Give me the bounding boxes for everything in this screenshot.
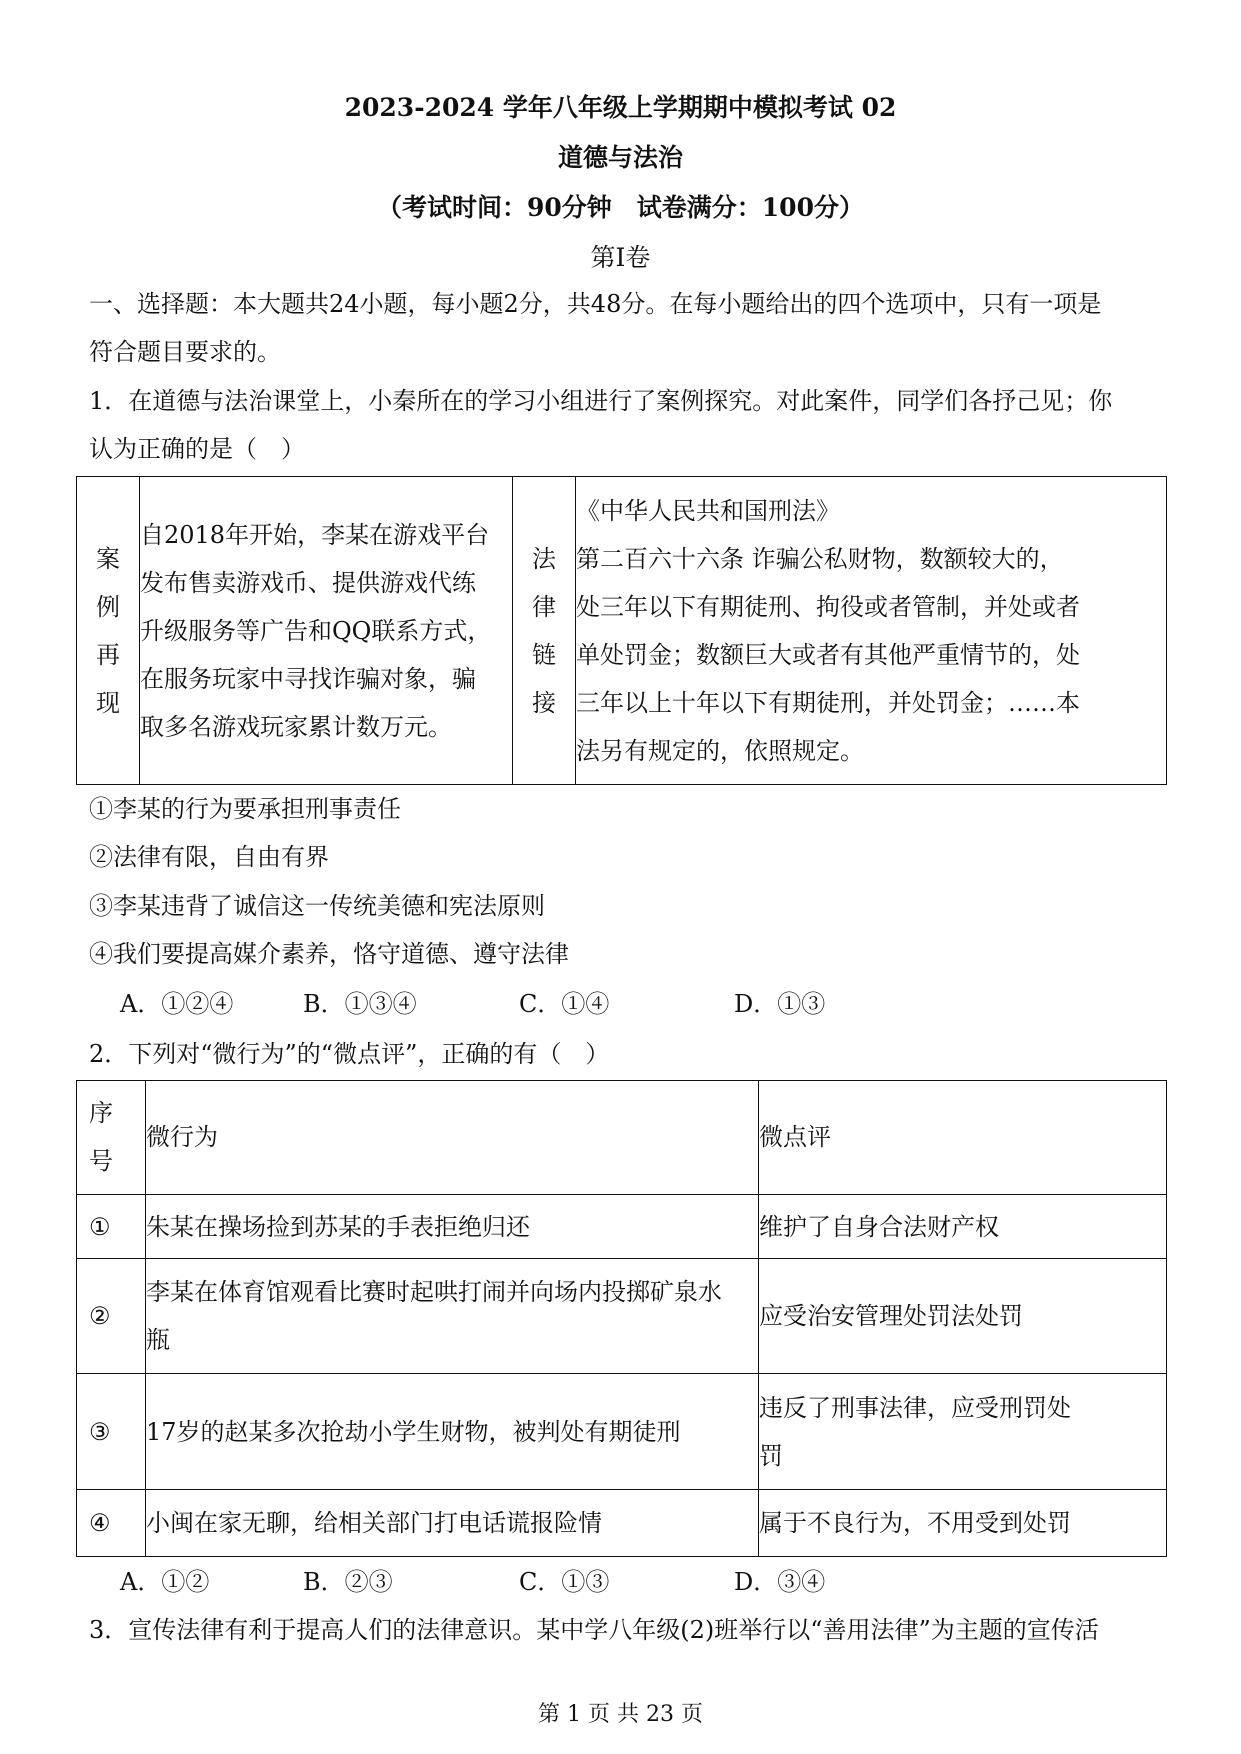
statement-3: ③李某违背了诚信这一传统美德和宪法原则 bbox=[89, 892, 545, 920]
volume-label: 第Ⅰ卷 bbox=[590, 243, 651, 272]
law-text-line: 单处罚金；数额巨大或者有其他严重情节的，处 bbox=[576, 640, 1080, 669]
question-1-stem: 1．在道德与法治课堂上，小秦所在的学习小组进行了案例探究。对此案件，同学们各抒己见；你 bbox=[89, 387, 1113, 415]
case-label-char: 例 bbox=[96, 592, 120, 621]
case-text-line: 升级服务等广告和QQ联系方式， bbox=[140, 616, 492, 645]
law-text-cell bbox=[576, 477, 1167, 785]
question-2-stem: 2．下列对“微行为”的“微点评”，正确的有（ ） bbox=[89, 1040, 610, 1068]
header-seq-char: 号 bbox=[89, 1147, 113, 1176]
row-seq: ③ bbox=[77, 1374, 146, 1490]
subject-title: 道德与法治 bbox=[557, 143, 683, 172]
option-c[interactable]: C．①③ bbox=[519, 1568, 610, 1596]
behavior-line: 李某在体育馆观看比赛时起哄打闹并向场内投掷矿泉水 bbox=[146, 1278, 722, 1307]
law-text-line: 三年以上十年以下有期徒刑，并处罚金；……本 bbox=[576, 688, 1080, 717]
case-label-char: 案 bbox=[96, 544, 120, 573]
option-d[interactable]: D．③④ bbox=[734, 1568, 826, 1596]
row-seq: ④ bbox=[77, 1490, 146, 1557]
comment-line: 维护了自身合法财产权 bbox=[759, 1212, 999, 1241]
exam-title: 2023-2024 学年八年级上学期期中模拟考试 02 bbox=[344, 93, 897, 122]
table-row bbox=[77, 1490, 1167, 1557]
law-text-line: 处三年以下有期徒刑、拘役或者管制，并处或者 bbox=[576, 592, 1080, 621]
header-behavior: 微行为 bbox=[146, 1081, 759, 1195]
comment-line: 罚 bbox=[759, 1441, 783, 1470]
row-comment bbox=[759, 1374, 1167, 1490]
question-3-stem: 3．宣传法律有利于提高人们的法律意识。某中学八年级(2)班举行以“善用法律”为主题的宣传活 bbox=[89, 1616, 1099, 1644]
statement-1: ①李某的行为要承担刑事责任 bbox=[89, 795, 401, 823]
statement-2: ②法律有限，自由有界 bbox=[89, 843, 329, 871]
case-label-char: 现 bbox=[96, 688, 120, 717]
behavior-line: 17岁的赵某多次抢劫小学生财物，被判处有期徒刑 bbox=[146, 1417, 681, 1446]
case-text-line: 取多名游戏玩家累计数万元。 bbox=[140, 712, 452, 741]
case-label-cell bbox=[77, 477, 140, 785]
row-comment bbox=[759, 1490, 1167, 1557]
row-seq: ① bbox=[77, 1194, 146, 1259]
table-header-row bbox=[77, 1081, 1167, 1195]
question-1-stem-cont: 认为正确的是（ ） bbox=[89, 435, 305, 463]
table-row bbox=[77, 1259, 1167, 1374]
row-behavior bbox=[146, 1259, 759, 1374]
statement-4: ④我们要提高媒介素养，恪守道德、遵守法律 bbox=[89, 940, 569, 968]
case-text-cell bbox=[140, 477, 513, 785]
law-label-char: 律 bbox=[532, 592, 556, 621]
law-label-char: 链 bbox=[532, 640, 556, 669]
comment-line: 违反了刑事法律，应受刑罚处 bbox=[759, 1393, 1071, 1422]
comment-line: 应受治安管理处罚法处罚 bbox=[759, 1302, 1023, 1331]
exam-meta: （考试时间：90分钟 试卷满分：100分） bbox=[377, 193, 864, 222]
case-text-line: 自2018年开始，李某在游戏平台 bbox=[140, 520, 490, 549]
case-table bbox=[76, 476, 1167, 785]
behavior-line: 小闽在家无聊，给相关部门打电话谎报险情 bbox=[146, 1509, 602, 1538]
option-a[interactable]: A．①②④ bbox=[120, 990, 234, 1018]
option-d[interactable]: D．①③ bbox=[734, 990, 826, 1018]
row-behavior bbox=[146, 1194, 759, 1259]
law-label-char: 接 bbox=[532, 688, 556, 717]
comment-line: 属于不良行为，不用受到处罚 bbox=[759, 1509, 1071, 1538]
section-instruction: 一、选择题：本大题共24小题，每小题2分，共48分。在每小题给出的四个选项中，只有一项是 bbox=[89, 290, 1102, 318]
law-text-line: 法另有规定的，依照规定。 bbox=[576, 736, 864, 765]
case-label-char: 再 bbox=[96, 640, 120, 669]
behavior-table bbox=[76, 1080, 1167, 1557]
table-row bbox=[77, 1374, 1167, 1490]
header-seq bbox=[77, 1081, 146, 1195]
page-number: 第 1 页 共 23 页 bbox=[538, 1702, 703, 1727]
law-text-line: 《中华人民共和国刑法》 bbox=[576, 496, 840, 525]
option-c[interactable]: C．①④ bbox=[519, 990, 610, 1018]
row-comment bbox=[759, 1259, 1167, 1374]
row-behavior bbox=[146, 1490, 759, 1557]
row-seq: ② bbox=[77, 1259, 146, 1374]
header-comment: 微点评 bbox=[759, 1081, 1167, 1195]
behavior-line: 瓶 bbox=[146, 1326, 170, 1355]
row-behavior bbox=[146, 1374, 759, 1490]
behavior-line: 朱某在操场捡到苏某的手表拒绝归还 bbox=[146, 1212, 530, 1241]
case-text-line: 在服务玩家中寻找诈骗对象，骗 bbox=[140, 664, 476, 693]
case-text-line: 发布售卖游戏币、提供游戏代练 bbox=[140, 568, 476, 597]
section-instruction-cont: 符合题目要求的。 bbox=[89, 338, 281, 366]
option-a[interactable]: A．①② bbox=[120, 1568, 210, 1596]
table-row bbox=[77, 1194, 1167, 1259]
law-text-line: 第二百六十六条 诈骗公私财物，数额较大的， bbox=[576, 544, 1064, 573]
row-comment bbox=[759, 1194, 1167, 1259]
header-seq-char: 序 bbox=[89, 1099, 113, 1128]
law-label-cell bbox=[513, 477, 576, 785]
law-label-char: 法 bbox=[532, 544, 556, 573]
option-b[interactable]: B．②③ bbox=[303, 1568, 393, 1596]
option-b[interactable]: B．①③④ bbox=[303, 990, 417, 1018]
